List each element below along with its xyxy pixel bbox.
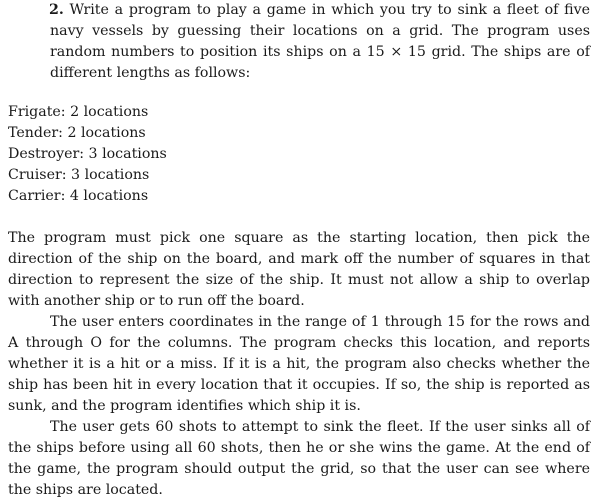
problem-intro: Write a program to play a game in which you try to sink a fleet of five navy vessels by guessing their locations on a grid. The program uses random numbers to position its ships on a 15 × 15 grid. The ships are of different lengths as follows: (50, 2, 590, 81)
problem-statement (50, 0, 590, 84)
paragraph-placement: The program must pick one square as the starting location, then pick the direction of the ship on the board, and mark off the number of squares in that direction to represent the size of the ship. It must not allow a ship to overlap with another ship or to run off the board. (8, 230, 590, 309)
ship-list (8, 102, 308, 207)
paragraph-input: The user enters coordinates in the range of 1 through 15 for the rows and A through O for the columns. The program checks this location, and reports whether it is a hit or a miss. If it is a hit, the program also checks whether the ship has been hit in every location that it occupies. If so, the ship is reported as sunk, and the program identifies which ship it is. (8, 314, 590, 414)
list-item: Carrier: 4 locations (8, 188, 149, 204)
list-item: Destroyer: 3 locations (8, 146, 167, 162)
list-item: Frigate: 2 locations (8, 104, 149, 120)
list-item: Cruiser: 3 locations (8, 167, 150, 183)
paragraph-shots: The user gets 60 shots to attempt to sink the fleet. If the user sinks all of the ships before using all 60 shots, then he or she wins the game. At the end of the game, the program should output the grid, so that the user can see where the ships are located. (8, 419, 590, 498)
problem-number: 2. (49, 2, 64, 18)
list-item: Tender: 2 locations (8, 125, 146, 141)
body-text (8, 228, 590, 501)
